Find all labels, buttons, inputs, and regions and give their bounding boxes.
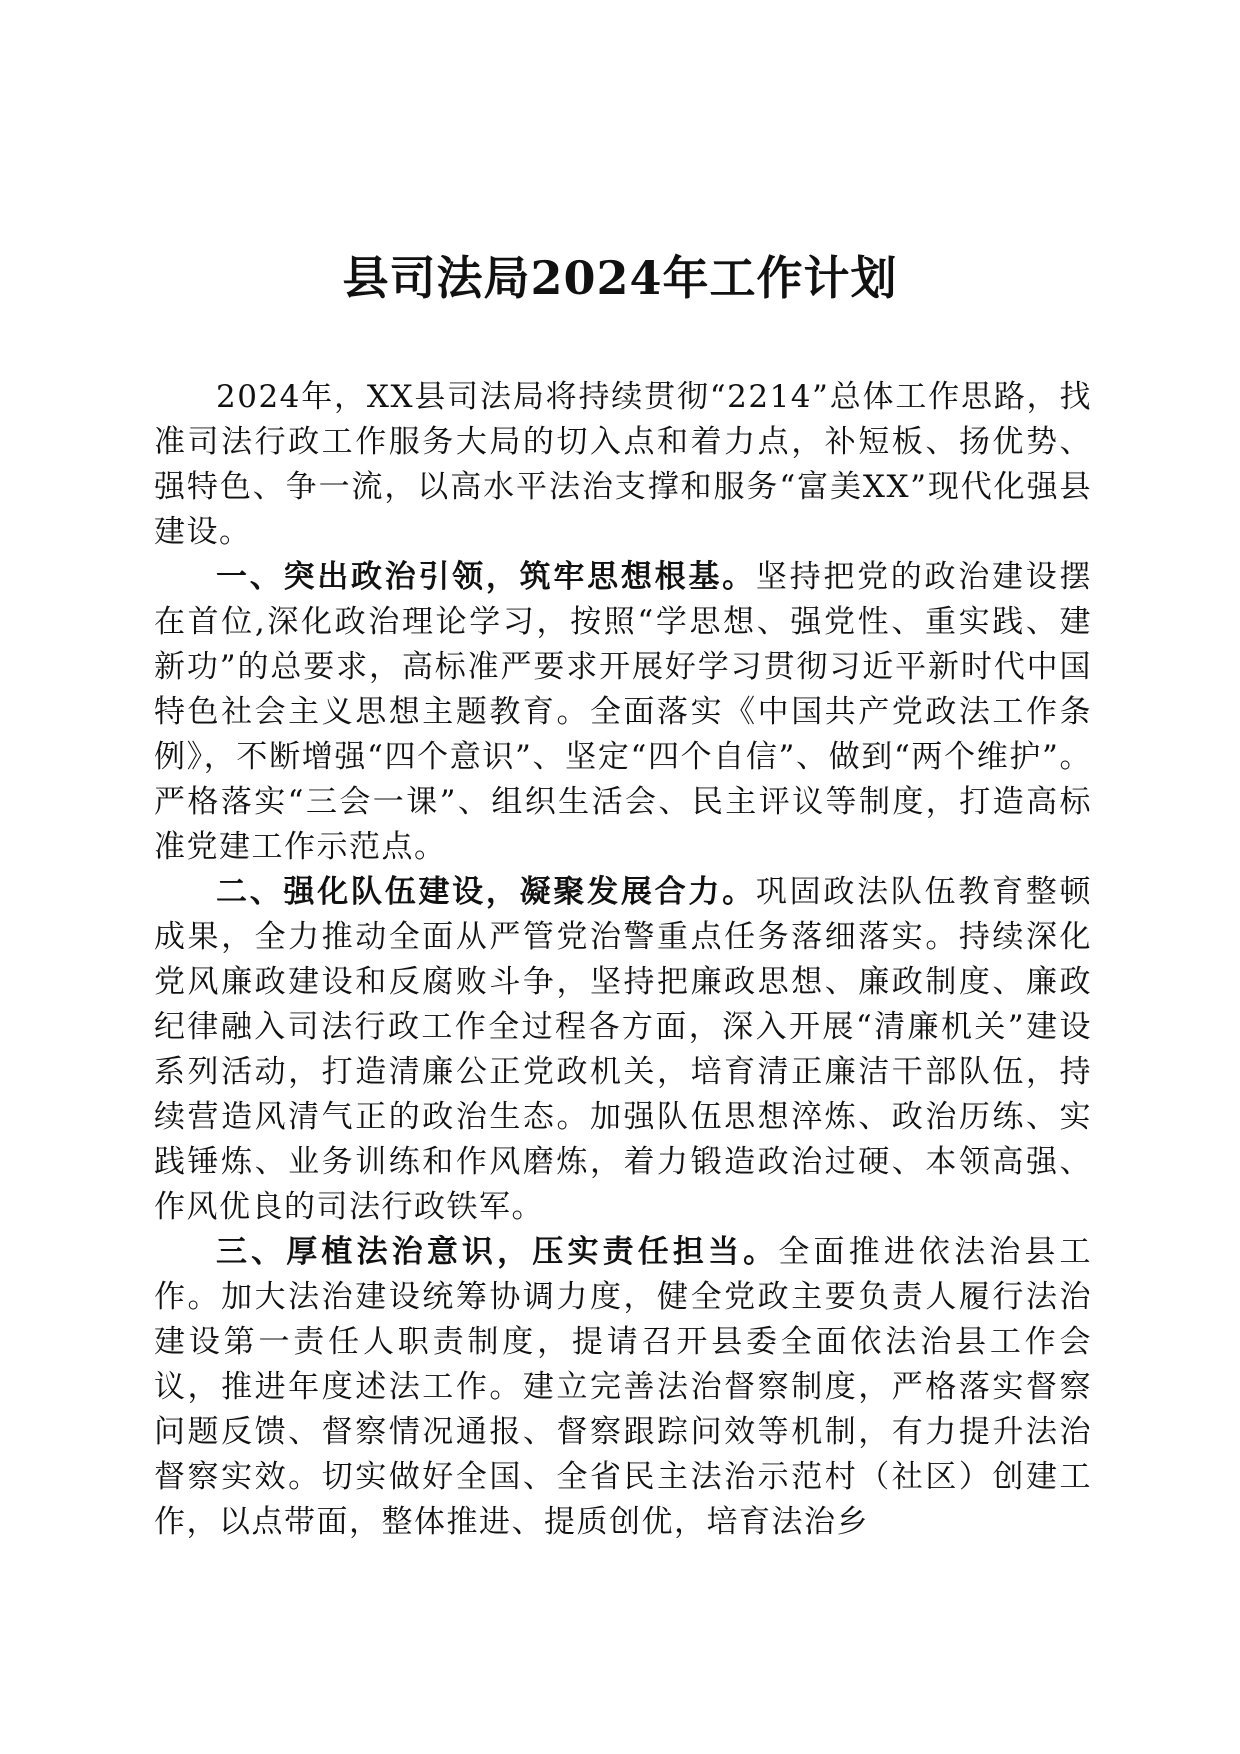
paragraph-text: 巩固政法队伍教育整顿成果，全力推动全面从严管党治警重点任务落细落实。持续深化党风廉政建设和反腐败斗争，坚持把廉政思想、廉政制度、廉政纪律融入司法行政工作全过程各方面，深入开展“清廉机关”建设系列活动，打造清廉公正党政机关，培育清正廉洁干部队伍，持续营造风清气正的政治生态。加强队伍思想淬炼、政治历练、实践锤炼、业务训练和作风磨炼，着力锻造政治过硬、本领高强、作风优良的司法行政铁军。 — [154, 874, 1093, 1225]
paragraph-section-3 — [154, 1230, 1092, 1545]
paragraph-section-1 — [154, 555, 1092, 870]
paragraph-intro — [154, 375, 1092, 555]
paragraph-text: 全面推进依法治县工作。加大法治建设统筹协调力度，健全党政主要负责人履行法治建设第一责任人职责制度，提请召开县委全面依法治县工作会议，推进年度述法工作。建立完善法治督察制度，严格落实督察问题反馈、督察情况通报、督察跟踪问效等机制，有力提升法治督察实效。切实做好全国、全省民主法治示范村（社区）创建工作，以点带面，整体推进、提质创优，培育法治乡 — [154, 1234, 1093, 1540]
document-title: 县司法局2024年工作计划 — [342, 251, 898, 305]
paragraph-heading: 三、厚植法治意识，压实责任担当。 — [216, 1234, 779, 1270]
paragraph-heading: 二、强化队伍建设，凝聚发展合力。 — [216, 874, 756, 910]
paragraph-heading: 一、突出政治引领，筑牢思想根基。 — [216, 559, 756, 595]
document-body — [154, 375, 1092, 1545]
paragraph-text: 2024年，XX县司法局将持续贯彻“2214”总体工作思路，找准司法行政工作服务大局的切入点和着力点，补短板、扬优势、强特色、争一流，以高水平法治支撑和服务“富美XX”现代化强县建设。 — [154, 379, 1092, 550]
paragraph-section-2 — [154, 870, 1092, 1230]
paragraph-text: 坚持把党的政治建设摆在首位,深化政治理论学习，按照“学思想、强党性、重实践、建新功”的总要求，高标准严要求开展好学习贯彻习近平新时代中国特色社会主义思想主题教育。全面落实《中国共产党政法工作条例》，不断增强“四个意识”、坚定“四个自信”、做到“两个维护”。严格落实“三会一课”、组织生活会、民主评议等制度，打造高标准党建工作示范点。 — [154, 559, 1093, 865]
